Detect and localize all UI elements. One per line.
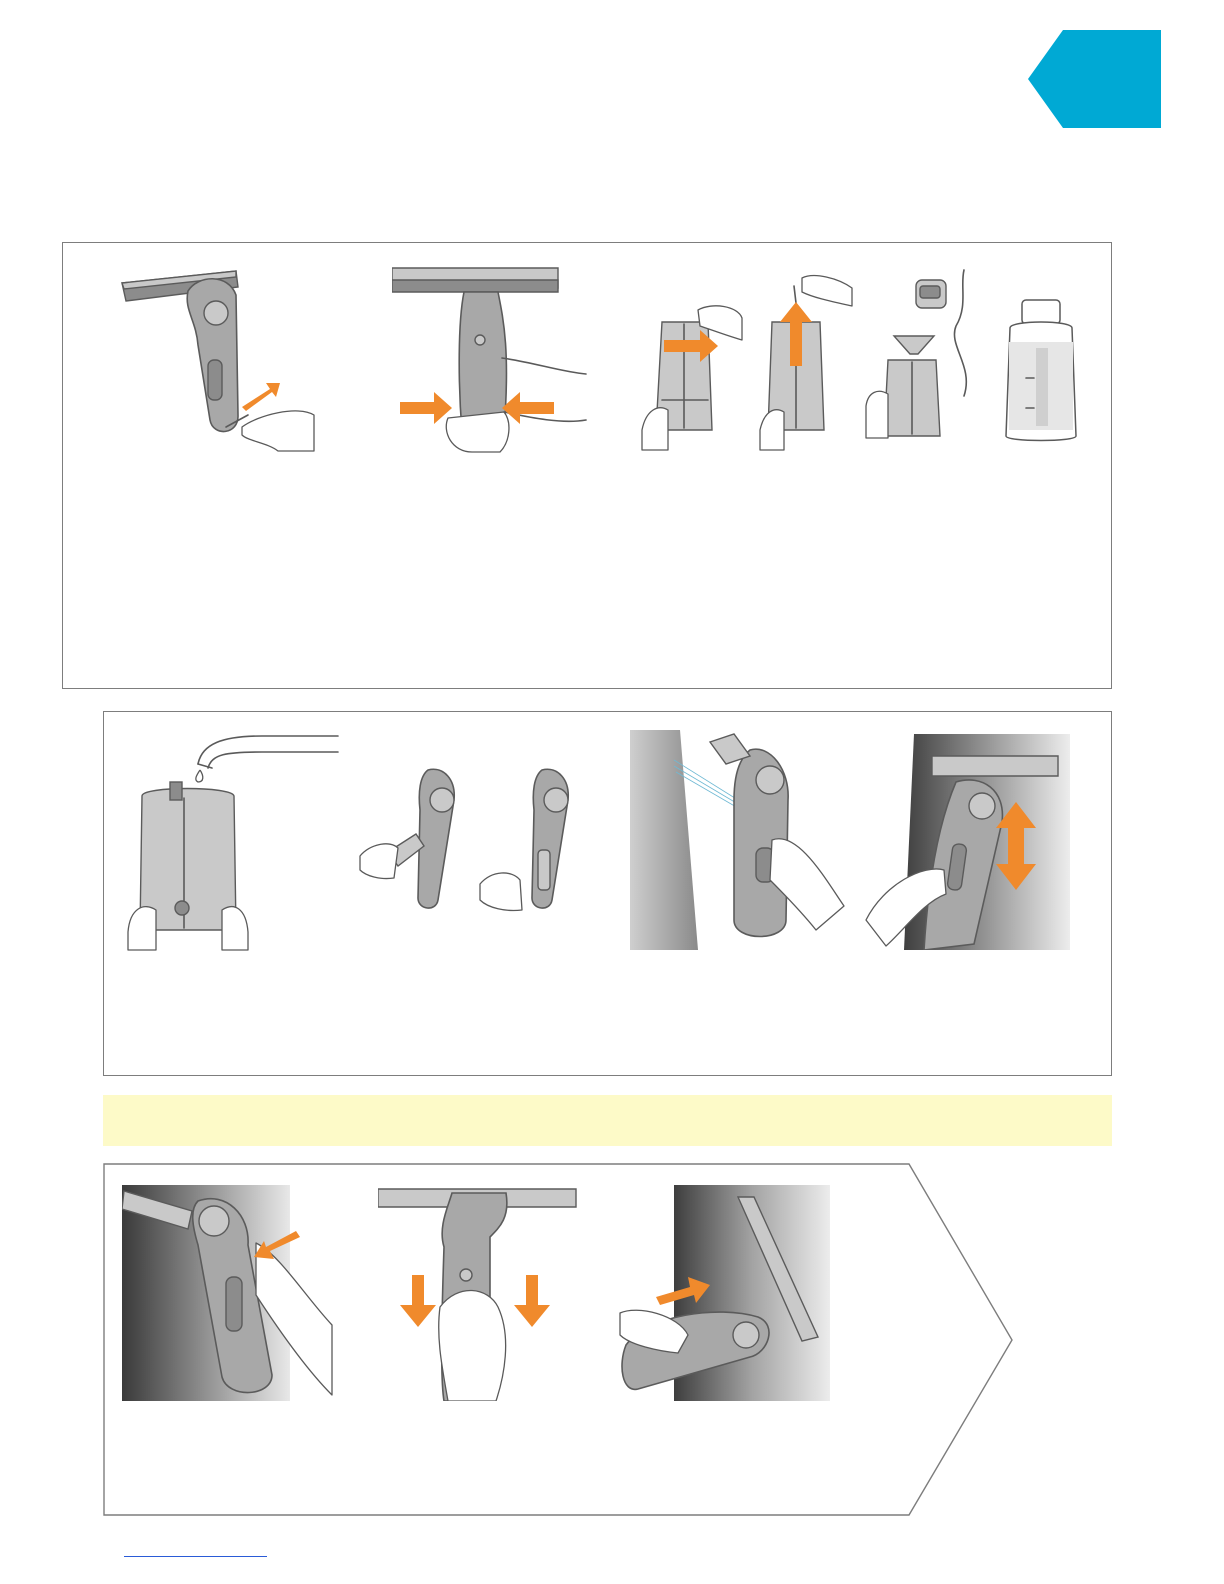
attach-tank-illustration xyxy=(358,760,468,916)
pull-down-illustration xyxy=(378,1187,580,1401)
attach-head-illustration xyxy=(118,265,318,455)
pull-tab-illustration xyxy=(758,270,858,452)
fill-tap-illustration xyxy=(122,724,340,952)
detergent-bottle-illustration xyxy=(1000,298,1082,444)
note-band xyxy=(103,1095,1112,1146)
press-release-illustration xyxy=(122,1185,334,1401)
tank-attached-illustration xyxy=(472,760,582,916)
squeegee-illustration xyxy=(864,734,1070,950)
section-tab-icon xyxy=(1028,30,1161,128)
remove-cap-illustration xyxy=(638,300,748,452)
release-head-illustration xyxy=(392,262,592,454)
footer-link-underline[interactable] xyxy=(124,1556,267,1557)
fill-funnel-illustration xyxy=(864,266,974,444)
spray-illustration xyxy=(630,730,848,950)
remove-tank-illustration xyxy=(618,1185,830,1401)
